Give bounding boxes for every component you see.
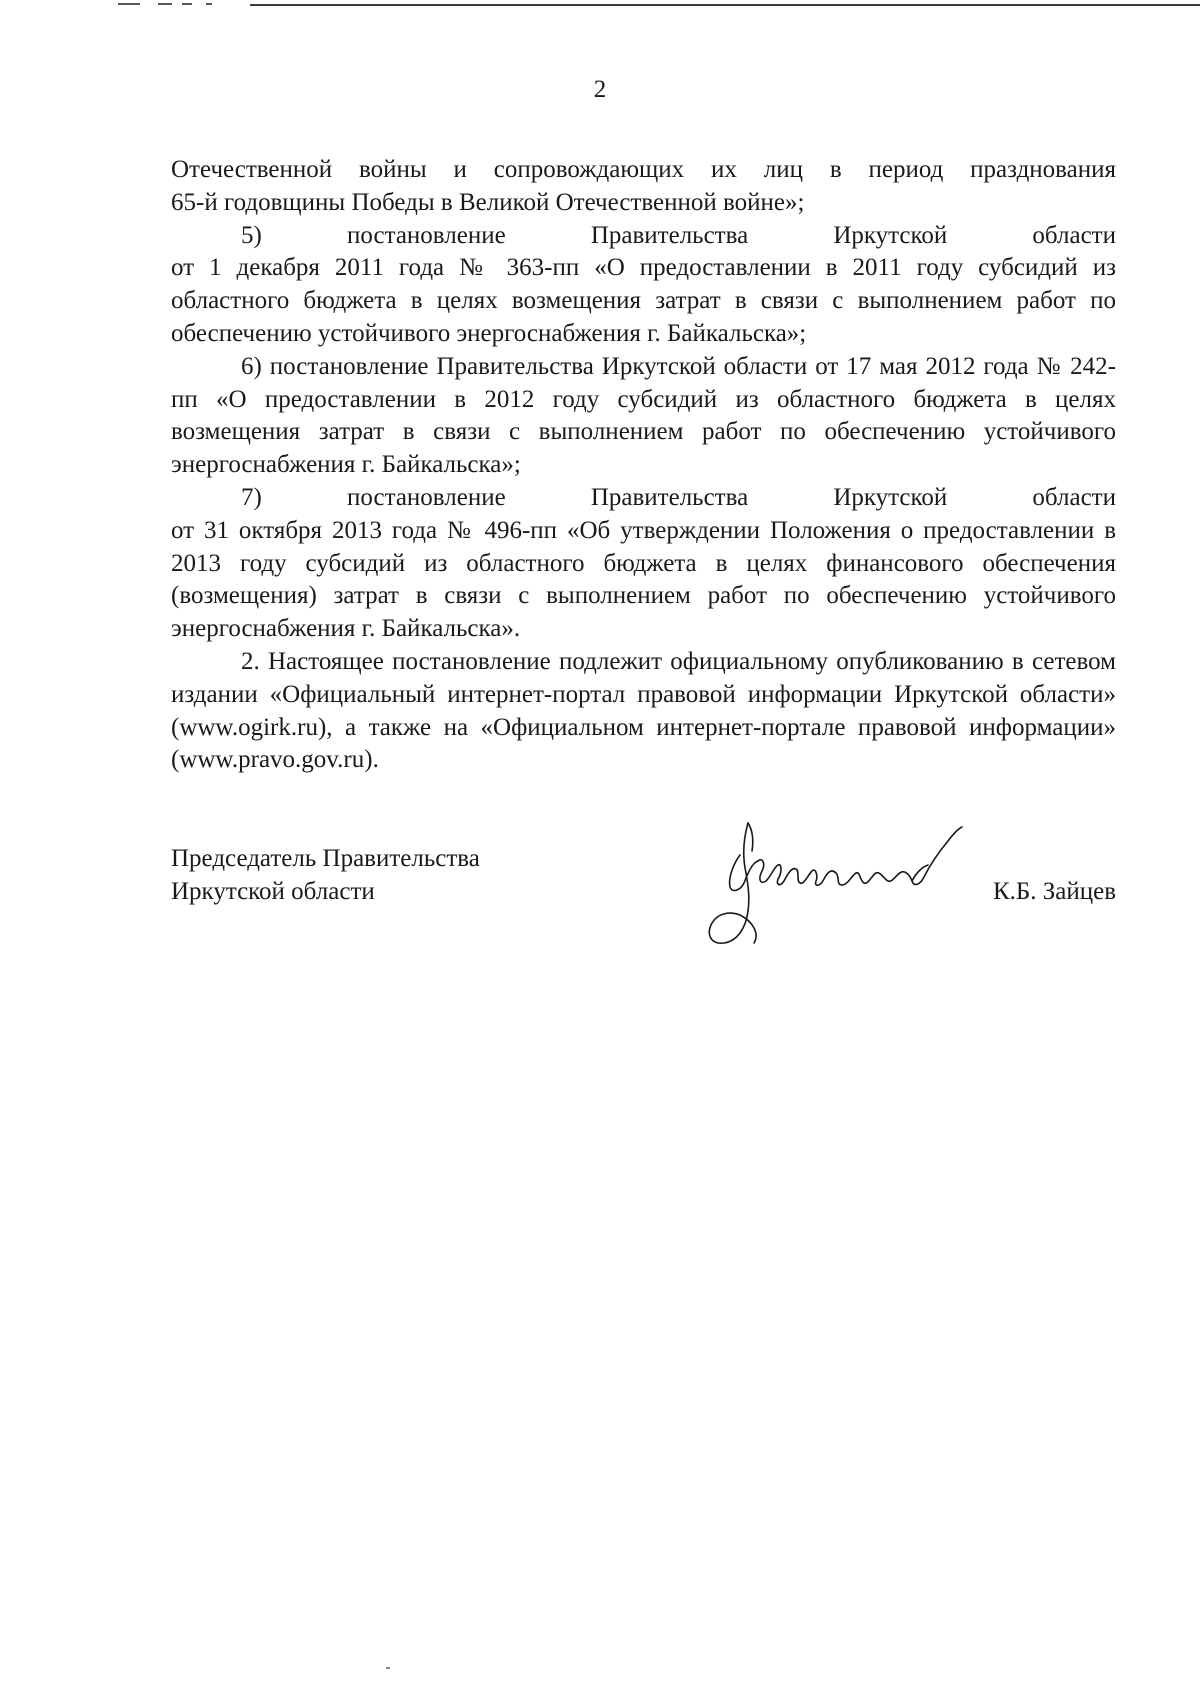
paragraph-1-line-2: 65-й годовщины Победы в Великой Отечественной войне»; bbox=[171, 188, 805, 216]
signatory-position-line-1: Председатель Правительства bbox=[171, 845, 480, 872]
handwritten-signature bbox=[700, 815, 980, 955]
paragraph-item-7-heading: 7) постановление Правительства Иркутской области bbox=[241, 483, 1116, 511]
signatory-position-line-2: Иркутской области bbox=[171, 877, 375, 905]
paragraph-item-7-body: от 31 октября 2013 года № 496-пп «Об утверждении Положения о предоставлении в 2013 году субсидий из областного бюджета в целях финансового обеспечения (возмещения) затрат в связи с выполнением работ по обеспечению устойчивого энергоснабжения г. Байкальска». bbox=[171, 516, 1116, 643]
paragraph-publication: 2. Настоящее постановление подлежит официальному опубликованию в сетевом издании «Официальный интернет-портал правовой информации Иркутской области» (www.ogirk.ru), а также на «Официальном интернет-портале правовой информации» (www.pravo.gov.ru). bbox=[171, 647, 1116, 774]
document-body bbox=[171, 154, 1116, 777]
signatory-name: К.Б. Зайцев bbox=[992, 877, 1116, 905]
paragraph-item-5-heading: 5) постановление Правительства Иркутской области bbox=[241, 221, 1116, 249]
paragraph-item-6: 6) постановление Правительства Иркутской области от 17 мая 2012 года № 242-пп «О предоставлении в 2012 году субсидий из областного бюджета в целях возмещения затрат в связи с выполнением работ по обеспечению устойчивого энергоснабжения г. Байкальска»; bbox=[171, 352, 1116, 479]
scan-top-rule bbox=[250, 4, 1200, 6]
paragraph-item-5-body: от 1 декабря 2011 года № 363-пп «О предоставлении в 2011 году субсидий из областного бюджета в целях возмещения затрат в связи с выполнением работ по обеспечению устойчивого энергоснабжения г. Байкальска»; bbox=[171, 254, 1116, 347]
page-number: 2 bbox=[593, 76, 607, 103]
signatory-position bbox=[171, 843, 480, 909]
scan-artifact-marks bbox=[118, 3, 238, 7]
scan-artifact-dot bbox=[386, 1667, 390, 1669]
paragraph-1-line-1: Отечественной войны и сопровождающих их лиц в период празднования bbox=[171, 156, 1116, 183]
